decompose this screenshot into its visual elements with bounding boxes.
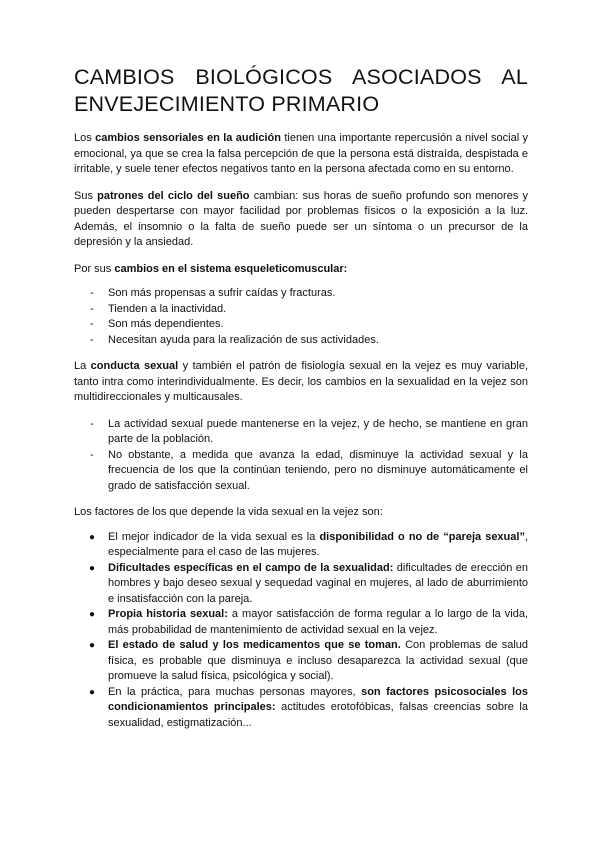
list-item-text: No obstante, a medida que avanza la edad, disminuye la actividad sexual y la frecuencia de los que la continúan teniendo, pero no disminuye automáticamente el grado de satisfacción sexual. bbox=[108, 448, 528, 492]
text: Sus bbox=[74, 189, 98, 202]
list-item-text: Tienden a la inactividad. bbox=[108, 302, 227, 315]
list-sexualidad bbox=[74, 417, 528, 495]
text: , especialmente para el caso de las mujeres. bbox=[108, 530, 529, 558]
list-item bbox=[74, 417, 528, 448]
document-page bbox=[74, 64, 528, 742]
dash-marker: - bbox=[90, 333, 94, 346]
bold-text: El estado de salud y los medicamentos que se toman. bbox=[108, 639, 401, 651]
text: La bbox=[74, 360, 91, 372]
text: tienen una importante repercusión a nivel social y emocional, ya que se crea la falsa percepción de que la persona está distraída, despistada e irritable, y suele tener efectos negativos tanto en la persona afectada como en su entorno. bbox=[74, 132, 528, 175]
bold-text: cambios en el sistema esqueleticomuscular: bbox=[114, 262, 348, 275]
list-item-text: Necesitan ayuda para la realización de sus actividades. bbox=[108, 333, 379, 346]
text: Los bbox=[74, 132, 96, 144]
paragraph-factores: Los factores de los que depende la vida sexual en la vejez son: bbox=[74, 506, 383, 518]
bullet-marker: ● bbox=[89, 531, 96, 543]
list-item bbox=[74, 448, 528, 495]
list-item bbox=[74, 302, 528, 318]
paragraph-audicion bbox=[74, 131, 528, 178]
bold-text: son factores psicosociales los condicionamientos principales: bbox=[108, 685, 528, 713]
text: actitudes erotofóbicas, falsas creencias sobre la sexualidad, estigmatización... bbox=[108, 701, 528, 729]
list-item bbox=[74, 607, 528, 638]
list-item-text: Son más dependientes. bbox=[108, 318, 224, 330]
dash-marker: - bbox=[90, 287, 94, 299]
list-factores bbox=[74, 530, 528, 732]
text: Por sus bbox=[74, 262, 115, 275]
bold-text: cambios sensoriales en la audición bbox=[95, 132, 281, 144]
bold-text: Propia historia sexual: bbox=[108, 608, 228, 620]
page-title: CAMBIOS BIOLÓGICOS ASOCIADOS AL ENVEJECIMIENTO PRIMARIO bbox=[74, 65, 528, 116]
list-item bbox=[74, 685, 528, 732]
list-item-text: La actividad sexual puede mantenerse en la vejez, y de hecho, se mantiene en gran parte de la población. bbox=[108, 417, 528, 445]
dash-marker: - bbox=[90, 318, 94, 330]
bold-text: disponibilidad o no de “pareja sexual” bbox=[319, 530, 525, 543]
list-item-text: Son más propensas a sufrir caídas y fracturas. bbox=[108, 287, 336, 299]
text: En la práctica, para muchas personas mayores, bbox=[108, 685, 362, 698]
list-item bbox=[74, 530, 528, 561]
bold-text: patrones del ciclo del sueño bbox=[97, 189, 250, 202]
text: a mayor satisfacción de forma regular a lo largo de la vida, más probabilidad de mantenimiento de actividad sexual en la vejez. bbox=[108, 608, 528, 636]
bold-text: Dificultades específicas en el campo de la sexualidad: bbox=[108, 561, 394, 574]
list-item bbox=[74, 638, 528, 685]
list-item bbox=[74, 333, 528, 349]
text: y también el patrón de fisiología sexual en la vejez es muy variable, tanto intra como interindividualmente. Es decir, los cambios en la sexualidad en la vejez son multidireccionales y multicausales. bbox=[74, 360, 529, 403]
list-item bbox=[74, 286, 528, 302]
bullet-marker: ● bbox=[89, 640, 96, 651]
bullet-marker: ● bbox=[89, 562, 96, 574]
list-item bbox=[74, 317, 528, 333]
dash-marker: - bbox=[90, 417, 94, 430]
bullet-marker: ● bbox=[89, 609, 96, 620]
list-esqueletico bbox=[74, 286, 528, 348]
dash-marker: - bbox=[90, 302, 94, 315]
text: dificultades de erección en hombres y bajo deseo sexual y sequedad vaginal en mujeres, al lado de aburrimiento e insatisfacción con la pareja. bbox=[108, 561, 528, 605]
dash-marker: - bbox=[90, 448, 94, 461]
text: cambian: sus horas de sueño profundo son menores y pueden despertarse con mayor facilidad por problemas físicos o la exposición a la luz. Además, el insomnio o la falta de sueño puede ser un síntoma o un precursor de la depresión y la ansiedad. bbox=[74, 189, 529, 248]
bullet-marker: ● bbox=[89, 686, 96, 698]
list-item bbox=[74, 561, 528, 608]
paragraph-sueno bbox=[74, 189, 528, 251]
paragraph-conducta-sexual bbox=[74, 359, 528, 406]
paragraph-esqueletico bbox=[74, 262, 528, 278]
bold-text: conducta sexual bbox=[90, 360, 179, 372]
text: Con problemas de salud física, es probable que disminuya e incluso desaparezca la actividad sexual (que promueve la salud física, psicológica y social). bbox=[108, 639, 528, 682]
text: El mejor indicador de la vida sexual es la bbox=[108, 530, 320, 543]
